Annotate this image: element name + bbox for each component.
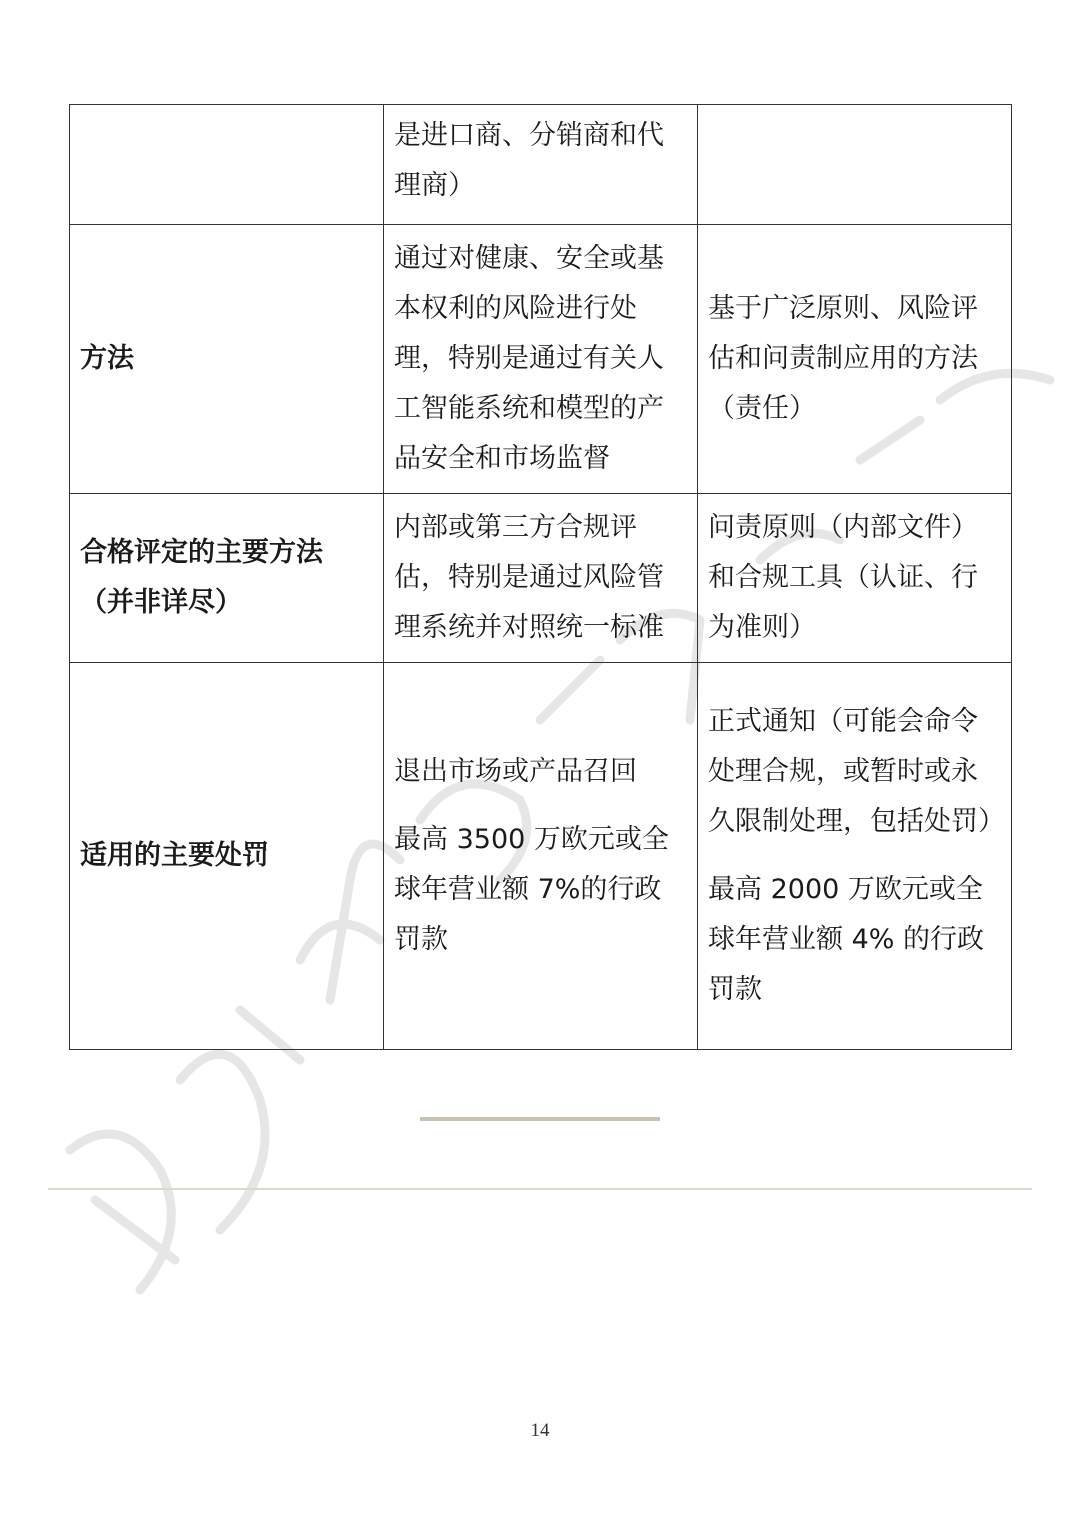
cell-other <box>698 105 1012 225</box>
table-row <box>70 105 1012 225</box>
footer-rule <box>48 1188 1032 1190</box>
table-row <box>70 663 1012 1050</box>
cell-eu <box>384 663 698 1050</box>
cell-eu <box>384 225 698 494</box>
row-label: 适用的主要处罚 <box>80 840 269 871</box>
cell-eu <box>384 105 698 225</box>
cell-other <box>698 225 1012 494</box>
table-row <box>70 225 1012 494</box>
row-label: 合格评定的主要方法 <box>80 537 323 568</box>
cell-text: 问责原则（内部文件）和合规工具（认证、行为准则） <box>708 512 978 643</box>
cell-text: 内部或第三方合规评估，特别是通过风险管理系统并对照统一标准 <box>394 512 664 643</box>
cell-text: 基于广泛原则、风险评估和问责制应用的方法（责任） <box>708 293 978 424</box>
cell-text: 通过对健康、安全或基本权利的风险进行处理，特别是通过有关人工智能系统和模型的产品安全和市场监督 <box>394 243 664 474</box>
cell-text: 是进口商、分销商和代理商） <box>394 120 664 201</box>
row-label-cell <box>70 225 384 494</box>
row-label-cell <box>70 494 384 663</box>
cell-text: 最高 3500 万欧元或全球年营业额 7%的行政罚款 <box>394 824 669 955</box>
comparison-table <box>69 104 1012 1050</box>
row-label-cell <box>70 663 384 1050</box>
cell-text: 正式通知（可能会命令处理合规，或暂时或永久限制处理，包括处罚） <box>708 706 1005 837</box>
cell-other <box>698 663 1012 1050</box>
row-label-cell <box>70 105 384 225</box>
section-divider <box>420 1117 660 1121</box>
cell-eu <box>384 494 698 663</box>
cell-text: 退出市场或产品召回 <box>394 756 637 787</box>
row-label-note: （并非详尽） <box>80 587 242 618</box>
cell-text: 最高 2000 万欧元或全球年营业额 4% 的行政罚款 <box>708 874 984 1005</box>
table-row <box>70 494 1012 663</box>
row-label: 方法 <box>80 343 134 374</box>
cell-other <box>698 494 1012 663</box>
page-number: 14 <box>530 1420 550 1441</box>
